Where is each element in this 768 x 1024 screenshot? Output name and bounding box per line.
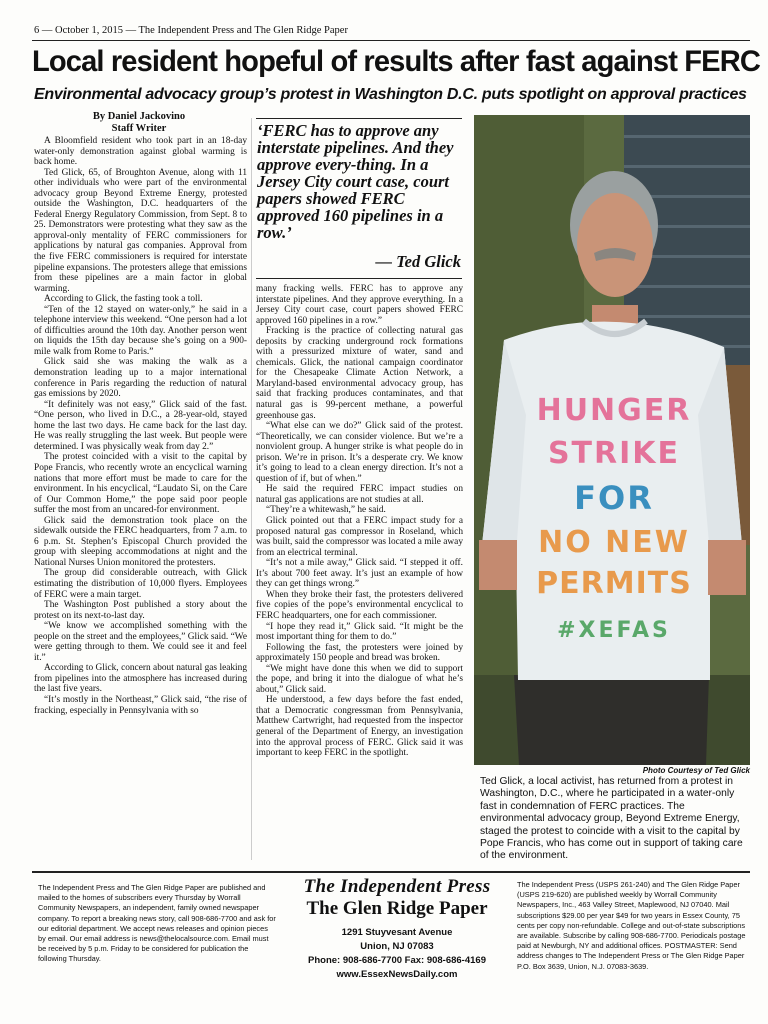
footer-rule (32, 871, 750, 873)
col2-paragraph: “I hope they read it,” Glick said. “It might be the most important thing for them to do.” (256, 621, 463, 643)
photo-credit: Photo Courtesy of Ted Glick (642, 766, 750, 775)
col1-paragraph: A Bloomfield resident who took part in an 18-day water-only demonstration against global warming is back home. (34, 136, 247, 168)
col2-paragraph: “We might have done this when we did to support the pope, and bring it into the dialogue of what he’s about,” Glick said. (256, 663, 463, 695)
footer-masthead (282, 874, 512, 982)
byline-role: Staff Writer (111, 122, 167, 134)
col1-paragraph: “It’s mostly in the Northeast,” Glick said, “the rise of fracking, especially in Pennsylvania with so (34, 694, 247, 716)
col2-paragraph: many fracking wells. FERC has to approve any interstate pipelines. And they approve everything. In a Jersey City court case, court papers showed FERC approved 160 pipelines in a row.” (256, 284, 463, 326)
footer-postal-info: The Independent Press (USPS 261-240) and The Glen Ridge Paper (USPS 219-620) are published weekly by Worrall Community Newspapers, Inc., 463 Valley Street, Maplewood, NJ 07040. Mail subscriptions $29.00 per year $49 for two years in Essex County, 75 cents per copy non-refundable. College and out-of-state subscriptions are available. Subscribe by calling 908-686-7700. Periodicals postage paid at Newburgh, NY and additional offices. POSTMASTER: Send address changes to The Independent Press or The Glen Ridge Paper P.O. Box 3639, Union, N.J. 07083-3639. (517, 880, 746, 971)
pull-quote-bottom-rule (256, 278, 462, 279)
footer-publisher-info: The Independent Press and The Glen Ridge Paper are published and mailed to the homes of subscribers every Thursday by Worrall Community Newspapers, an independent, family owned newspaper company. To report a breaking news story, call 908-686-7700 and ask for our editorial department. We accept news releases and opinion pieces by email. Our email address is news@thelocalsource.com. Email must be received by 5 p.m. Friday to be considered for publication the following Thursday. (38, 883, 276, 964)
page-folio: 6 — October 1, 2015 — The Independent Press and The Glen Ridge Paper (34, 25, 348, 36)
byline (34, 111, 244, 134)
shirt-line-1: HUNGER (536, 393, 692, 428)
shirt-line-4: NO NEW (538, 525, 690, 560)
col2-paragraph: “What else can we do?” Glick said of the protest. “Theoretically, we can consider violence. But we’re a nonviolent group. A hunger strike is what people do in prison. We’re in prison. It’s a desperate cry. We know it’s going to lead to a clean energy direction. It’s not a question of if, but of when.” (256, 421, 463, 484)
col1-paragraph: “Ten of the 12 stayed on water-only,” he said in a telephone interview this weekend. “One person had a lot of difficulties around the 10th day. Another person went on liquids the 15th day because she’s going on a 900-mile walk from Rome to Paris.” (34, 304, 247, 357)
footer-address-line-2: Union, NJ 07083 (360, 941, 434, 952)
shirt-line-3: FOR (574, 479, 654, 517)
deck-subheadline: Environmental advocacy group’s protest in Washington D.C. puts spotlight on approval practices (34, 86, 747, 103)
col1-paragraph: Glick said the demonstration took place on the sidewalk outside the FERC headquarters, from 7 a.m. to 6 p.m. St. Stephen’s Episcopal Church provided the group with sleeping accommodations at night and the National Nurses Union monitored the protesters. (34, 515, 247, 568)
footer-phone: Phone: 908-686-7700 Fax: 908-686-4169 (308, 955, 486, 966)
headline: Local resident hopeful of results after fast against FERC (32, 45, 761, 78)
col1-paragraph: Ted Glick, 65, of Broughton Avenue, along with 11 other individuals who were part of the environmental advocacy group Beyond Extreme Energy, protested outside the Washington, D.C. headquarters of the Federal Energy Regulatory Commission, from Sept. 8 to 25. Demonstrators were protesting what they saw as the approval-only mentality of FERC commissioners for applications by natural gas companies. Approval from the five FERC commissioners is required for interstate pipeline expansions. The protesters allege that emissions from these pipelines are a main factor in global warming. (34, 167, 247, 294)
col1-paragraph: The group did considerable outreach, with Glick estimating the distribution of 10,000 flyers. Employees of FERC were a main target. (34, 568, 247, 600)
masthead-independent-press: The Independent Press (303, 876, 491, 897)
col2-paragraph: “They’re a whitewash,” he said. (266, 505, 386, 516)
col1-paragraph: The protest coincided with a visit to the capital by Pope Francis, who recently wrote an encyclical warning nations that more effort must be made to care for the environment. In his encyclical, “Laudato Si, on the Care of Our Common Home,” the pope said poor people suffer the most from an uncared-for environment. (34, 452, 247, 516)
col1-paragraph: “It definitely was not easy,” Glick said of the fast. “One person, who lived in D.C., a 28-year-old, stayed home the last two days. He came back for the last day. He was really struggling the last week. But people were determined. I was physically weak from day 2.” (34, 399, 247, 452)
col1-paragraph: The Washington Post published a story about the protest on its next-to-last day. (34, 600, 247, 621)
shirt-line-5: PERMITS (536, 566, 692, 601)
footer-website[interactable]: www.EssexNewsDaily.com (336, 969, 458, 980)
shirt-line-6: #XEFAS (557, 618, 671, 643)
col2-paragraph: Following the fast, the protesters were joined by approximately 150 people and bread was broken. (256, 642, 463, 664)
col2-paragraph: He understood, a few days before the fast ended, that a Democratic congressman from Pennsylvania, Matthew Cartwright, had requested from the inspector general of the Department of Energy, an investigation into the approval process of FERC. Glick said it was important to keep FERC in the spotlight. (256, 695, 463, 759)
col1-paragraph: Glick said she was making the walk as a demonstration leading up to a major international conference in Paris regarding the reduction of natural gas emissions by 2020. (34, 357, 247, 400)
masthead-glen-ridge-paper: The Glen Ridge Paper (306, 898, 488, 919)
col1-paragraph: “We know we accomplished something with the people on the street and the employees,” Glick said. “We were getting through to them. We could see it and feel it.” (34, 621, 247, 663)
col1-paragraph: According to Glick, concern about natural gas leaking from pipelines into the atmosphere has increased during the last five years. (34, 663, 247, 695)
col2-paragraph: “It’s not a mile away,” Glick said. “I stepped it off. It’s about 700 feet away. It’s just an example of how they can get things wrong.” (256, 558, 463, 590)
pull-quote-attribution: — Ted Glick (375, 252, 461, 271)
col2-paragraph: When they broke their fast, the protesters delivered five copies of the pope’s environmental encyclical to FERC headquarters, one for each commissioner. (256, 589, 463, 621)
pull-quote-top-rule (256, 118, 462, 119)
column-divider (251, 118, 252, 860)
col2-paragraph: Glick pointed out that a FERC impact study for a proposed natural gas compressor in Roseland, which was built, said the compressor was located a mile away from an electrical terminal. (256, 516, 463, 558)
pull-quote: ‘FERC has to approve any interstate pipelines. And they approve every-thing. In a Jersey City court case, court papers showed FERC approved 160 pipelines in a row.’ (257, 121, 454, 242)
footer-address-line-1: 1291 Stuyvesant Avenue (341, 927, 453, 938)
article-column-2 (256, 284, 463, 862)
shirt-line-2: STRIKE (547, 436, 681, 471)
top-rule (32, 40, 750, 41)
col1-paragraph: According to Glick, the fasting took a toll. (44, 294, 203, 305)
photo-caption: Ted Glick, a local activist, has returned from a protest in Washington, D.C., where he participated in a water-only fast in condemnation of FERC practices. The environmental advocacy group, Beyond Extreme Energy, staged the protest to coincide with a visit to the capital by Pope Francis, who has come out in support of taking care of the environment. (480, 776, 743, 862)
photo-ted-glick (474, 115, 750, 765)
col2-paragraph: He said the required FERC impact studies on natural gas applications are not studies at all. (256, 484, 463, 505)
col2-paragraph: Fracking is the practice of collecting natural gas deposits by cracking underground rock formations with a pressurized mixture of water, sand and chemicals. Glick, the national campaign coordinator for the Chesapeake Climate Action Network, a Maryland-based environmental advocacy group, has said that fracking produces contaminates, and that natural gas is 99-percent methane, a powerful greenhouse gas. (256, 326, 463, 421)
portrait-illustration (474, 115, 750, 765)
byline-author: By Daniel Jackovino (92, 111, 186, 122)
article-column-1 (34, 136, 247, 862)
